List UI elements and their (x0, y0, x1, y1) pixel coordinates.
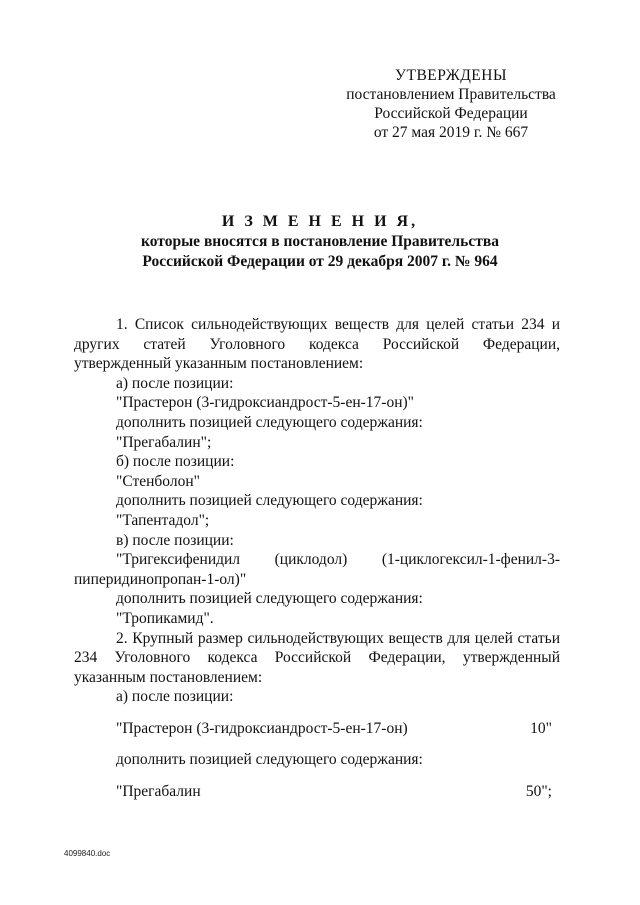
footer-filename: 4099840.doc (64, 849, 111, 858)
approval-line-2: Российской Федерации (374, 105, 528, 122)
section-2-a-add: дополнить позицией следующего содержания: (116, 751, 423, 769)
section-2-intro: 2. Крупный размер сильнодействующих веществ для целей статьи 234 Уголовного кодекса Российской Федерации, утвержденный указанным постановлением: (74, 629, 560, 686)
title-line-2: Российской Федерации от 29 декабря 2007 г. № 964 (142, 253, 498, 270)
approval-line-3: от 27 мая 2019 г. № 667 (373, 124, 529, 141)
section-2-row-1 (74, 719, 560, 739)
document-body (74, 315, 560, 802)
section-1-v-after: в) после позиции: (116, 531, 234, 549)
section-1-b-new: "Тапентадол"; (116, 511, 210, 529)
section-1-b-add: дополнить позицией следующего содержания: (116, 492, 423, 510)
section-1-a-add: дополнить позицией следующего содержания: (116, 413, 423, 431)
section-1-v-new: "Тропикамид". (116, 609, 214, 627)
section-1-b-position: "Стенболон" (116, 472, 200, 490)
section-1-a-new: "Прегабалин"; (116, 433, 212, 451)
row-2-name: "Прегабалин (116, 783, 201, 801)
approval-heading: УТВЕРЖДЕНЫ (395, 67, 507, 84)
section-1-v-add: дополнить позицией следующего содержания: (116, 590, 423, 608)
document-title (60, 212, 580, 272)
title-line-1: которые вносятся в постановление Правительства (141, 233, 499, 250)
section-1-a-after: а) после позиции: (116, 374, 234, 392)
section-1-v-position: "Тригексифенидил (циклодол) (1-циклогексил-1-фенил-3-пиперидинопропан-1-ол)" (74, 551, 560, 588)
approval-block (340, 66, 562, 142)
row-2-value: 50"; (525, 783, 552, 801)
title-heading: И З М Е Н Е Н И Я, (221, 213, 419, 230)
section-1-b-after: б) после позиции: (116, 453, 235, 471)
section-1-intro: 1. Список сильнодействующих веществ для целей статьи 234 и других статей Уголовного кодекса Российской Федерации, утвержденный указанным постановлением: (74, 316, 560, 373)
row-1-value: 10" (530, 719, 552, 737)
section-2-a-after: а) после позиции: (116, 688, 234, 706)
approval-line-1: постановлением Правительства (346, 86, 556, 103)
section-1-a-position: "Прастерон (3-гидроксиандрост-5-ен-17-он)" (116, 394, 414, 412)
section-2-row-2 (74, 782, 560, 802)
row-1-name: "Прастерон (3-гидроксиандрост-5-ен-17-он) (116, 719, 408, 737)
